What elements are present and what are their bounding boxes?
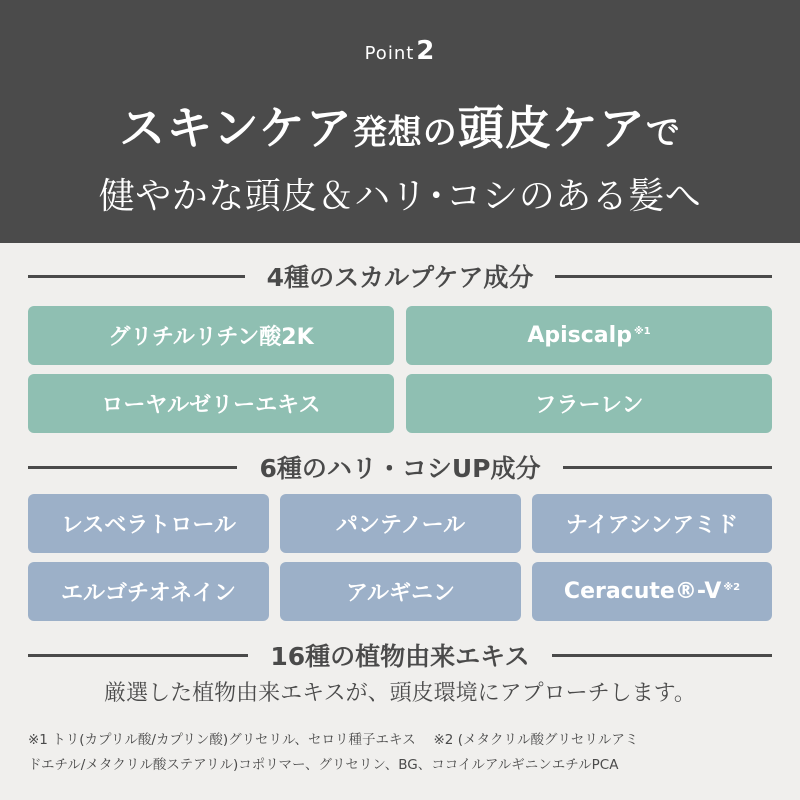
footnote-mark: ※1 (633, 326, 651, 337)
ingredient-tile (406, 306, 772, 365)
point-number: 2 (416, 36, 436, 66)
footnote-line: ※1 トリ(カプリル酸/カプリン酸)グリセリル、セロリ種子エキス ※2 (メタクリル酸グリセリルアミ (28, 732, 639, 748)
ingredient-tile (532, 562, 772, 621)
point-text: Point (364, 43, 415, 64)
section-title-scalp-care (28, 261, 772, 291)
ingredient-tile (28, 306, 394, 365)
ingredient-label: レスベラトロール (61, 513, 236, 538)
ingredient-label: フラーレン (534, 393, 644, 418)
ingredient-tile (532, 494, 772, 553)
section-title-label: 6種のハリ・コシUP成分 (259, 454, 541, 483)
headline-main-part1: スキンケア (119, 101, 353, 155)
footnotes (28, 728, 778, 778)
ingredient-label: Ceracute®-V (563, 579, 722, 604)
section-title-botanical (28, 640, 772, 670)
divider-line (552, 654, 772, 657)
divider-line (555, 275, 772, 278)
ingredient-tile (28, 494, 269, 553)
ingredient-label: グリチルリチン酸2K (108, 325, 314, 350)
botanical-description: 厳選した植物由来エキスが、頭皮環境にアプローチします。 (104, 681, 696, 706)
section-title-label: 16種の植物由来エキス (270, 642, 530, 671)
ingredient-tile (280, 562, 521, 621)
ingredient-tile (28, 374, 394, 433)
hero-banner (0, 0, 800, 243)
ingredient-label: エルゴチオネイン (61, 581, 236, 606)
ingredient-label: Apiscalp (527, 323, 632, 348)
ingredient-label: ローヤルゼリーエキス (101, 393, 321, 418)
headline-main-part2: 発想の (352, 113, 458, 153)
ingredient-tile (280, 494, 521, 553)
divider-line (28, 275, 245, 278)
section-title-firmness (28, 452, 772, 482)
divider-line (28, 466, 237, 469)
section-title-label: 4種のスカルプケア成分 (266, 263, 534, 292)
divider-line (563, 466, 772, 469)
headline-sub: 健やかな頭皮＆ハリ･コシのある髪へ (98, 176, 702, 217)
ingredient-label: パンテノール (335, 513, 466, 538)
ingredient-tile (406, 374, 772, 433)
ingredient-label: アルギニン (345, 581, 456, 606)
footnote-line: ドエチル/メタクリル酸ステアリル)コポリマー、グリセリン、BG、ココイルアルギニンエチルPCA (28, 757, 619, 773)
divider-line (28, 654, 248, 657)
headline-main-part3: 頭皮ケア (457, 101, 646, 155)
ingredient-label: ナイアシンアミド (565, 513, 739, 538)
headline-main-part4: で (645, 113, 681, 153)
headline-main (0, 92, 800, 158)
footnote-mark: ※2 (723, 582, 741, 593)
ingredient-tile (28, 562, 269, 621)
point-label (0, 36, 800, 66)
